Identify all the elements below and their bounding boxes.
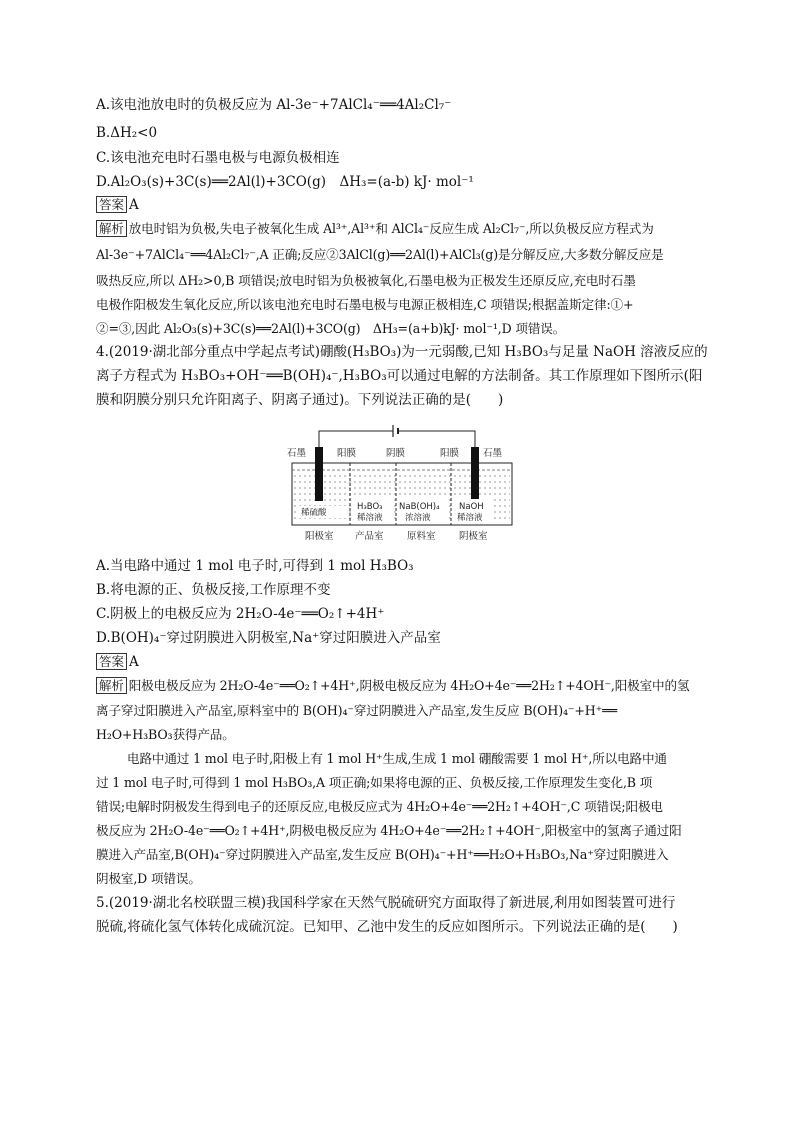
q3-option-c: C.该电池充电时石墨电极与电源负极相连 — [96, 150, 340, 166]
q3-option-b: B.ΔH₂<0 — [96, 125, 158, 141]
q4-answer — [96, 653, 139, 671]
analysis-label: 解析 — [96, 677, 127, 694]
q4-analysis2-line-6: 阴极室,D 项错误。 — [96, 871, 201, 886]
label-h3bo3: H₃BO₃ — [357, 502, 383, 512]
q4-analysis2-line-4: 极反应为 2H₂O-4e⁻══O₂↑+4H⁺,阴极电极反应为 4H₂O+4e⁻══2H₂↑+4OH⁻,阳极室中的氢离子通过阳 — [96, 823, 682, 838]
wire-right — [398, 431, 475, 463]
label-cation-membrane-2: 阳膜 — [440, 448, 460, 459]
label-nabo4-concentrated: 浓溶液 — [405, 513, 431, 523]
q3-option-a: A.该电池放电时的负极反应为 Al-3e⁻+7AlCl₄⁻══4Al₂Cl₇⁻ — [96, 97, 452, 113]
q3-answer — [96, 196, 139, 214]
q4-stem-line-2: 离子方程式为 H₃BO₃+OH⁻══B(OH)₄⁻,H₃BO₃可以通过电解的方法制备。其工作原理如下图所示(阳 — [96, 368, 703, 384]
answer-value: A — [129, 654, 139, 670]
q4-option-d: D.B(OH)₄⁻穿过阴膜进入阴极室,Na⁺穿过阳膜进入产品室 — [96, 630, 441, 646]
q3-analysis-line-1: 解析 放电时铝为负极,失电子被氧化生成 Al³⁺,Al³⁺和 AlCl₄⁻反应生成 Al₂Cl₇⁻,所以负极反应方程式为 — [96, 220, 654, 238]
q4-analysis-line-2: 离子穿过阳膜进入产品室,原料室中的 B(OH)₄⁻穿过阴膜进入产品室,发生反应 B(OH)₄⁻+H⁺══ — [96, 703, 617, 718]
q4-stem-line-1: 4.(2019·湖北部分重点中学起点考试)硼酸(H₃BO₃)为一元弱酸,已知 H₃BO₃与足量 NaOH 溶液反应的 — [96, 344, 708, 360]
answer-label: 答案 — [96, 196, 127, 213]
q3-analysis-line-4: 电极作阳极发生氧化反应,所以该电池充电时石墨电极与电源正极相连,C 项错误;根据盖斯定律:①+ — [96, 297, 634, 312]
q4-stem-line-3: 膜和阴膜分别只允许阳离子、阴离子通过)。下列说法正确的是( ) — [96, 392, 504, 408]
q4-option-b: B.将电源的正、负极反接,工作原理不变 — [96, 582, 331, 598]
answer-label: 答案 — [96, 653, 127, 670]
label-cation-membrane-1: 阳膜 — [337, 448, 357, 459]
q4-option-a: A.当电路中通过 1 mol 电子时,可得到 1 mol H₃BO₃ — [96, 558, 414, 574]
label-nabo4: NaB(OH)₄ — [399, 502, 440, 512]
q4-analysis2-line-5: 膜进入产品室,B(OH)₄⁻穿过阴膜进入产品室,发生反应 B(OH)₄⁻+H⁺══H₂O+H₃BO₃,Na⁺穿过阳膜进入 — [96, 847, 669, 862]
graphite-cathode — [471, 447, 479, 501]
q3-option-d: D.Al₂O₃(s)+3C(s)══2Al(l)+3CO(g) ΔH₃=(a-b) kJ· mol⁻¹ — [96, 174, 474, 190]
electrolysis-diagram — [287, 423, 517, 545]
label-naoh: NaOH — [459, 502, 484, 512]
q4-analysis2-line-3: 错误;电解时阴极发生得到电子的还原反应,电极反应式为 4H₂O+4e⁻══2H₂↑+4OH⁻,C 项错误;阳极电 — [96, 799, 663, 814]
label-naoh-dilute: 稀溶液 — [457, 513, 483, 523]
q4-analysis-line-3: H₂O+H₃BO₃获得产品。 — [96, 727, 235, 742]
analysis-label: 解析 — [96, 220, 127, 237]
label-graphite-left: 石墨 — [287, 448, 307, 459]
q4-analysis2-line-1: 电路中通过 1 mol 电子时,阳极上有 1 mol H⁺生成,生成 1 mol 硼酸需要 1 mol H⁺,所以电路中通 — [127, 751, 667, 766]
label-cathode-chamber: 阴极室 — [459, 531, 488, 542]
q3-analysis-line-2: Al-3e⁻+7AlCl₄⁻══4Al₂Cl₇⁻,A 正确;反应②3AlCl(g)══2Al(l)+AlCl₃(g)是分解反应,大多数分解反应是 — [96, 247, 664, 262]
label-h3bo3-dilute: 稀溶液 — [357, 513, 383, 523]
label-graphite-right: 石墨 — [483, 448, 503, 459]
q3-analysis-line-5: ②=③,因此 Al₂O₃(s)+3C(s)══2Al(l)+3CO(g) ΔH₃=(a+b)kJ· mol⁻¹,D 项错误。 — [96, 321, 566, 336]
q4-option-c: C.阴极上的电极反应为 2H₂O-4e⁻══O₂↑+4H⁺ — [96, 606, 385, 622]
label-anion-membrane: 阴膜 — [386, 448, 406, 459]
label-product-chamber: 产品室 — [355, 531, 384, 542]
label-anode-chamber: 阳极室 — [305, 531, 334, 542]
label-raw-material-chamber: 原料室 — [407, 531, 436, 542]
label-dilute-sulfuric-acid: 稀硫酸 — [301, 508, 327, 518]
q4-analysis-line-1: 解析 阳极电极反应为 2H₂O-4e⁻══O₂↑+4H⁺,阴极电极反应为 4H₂O+4e⁻══2H₂↑+4OH⁻,阳极室中的氢 — [96, 677, 689, 695]
q4-analysis2-line-2: 过 1 mol 电子时,可得到 1 mol H₃BO₃,A 项正确;如果将电源的正、负极反接,工作原理发生变化,B 项 — [96, 775, 653, 790]
q5-stem-line-2: 脱硫,将硫化氢气体转化成硫沉淀。已知甲、乙池中发生的反应如图所示。下列说法正确的是( ) — [96, 919, 678, 935]
q3-analysis-line-3: 吸热反应,所以 ΔH₂>0,B 项错误;放电时铝为负极被氧化,石墨电极为正极发生还原反应,充电时石墨 — [96, 273, 636, 288]
q5-stem-line-1: 5.(2019·湖北名校联盟三模)我国科学家在天然气脱硫研究方面取得了新进展,利用如图装置可进行 — [96, 895, 676, 911]
graphite-anode — [315, 447, 323, 501]
answer-value: A — [129, 197, 139, 213]
